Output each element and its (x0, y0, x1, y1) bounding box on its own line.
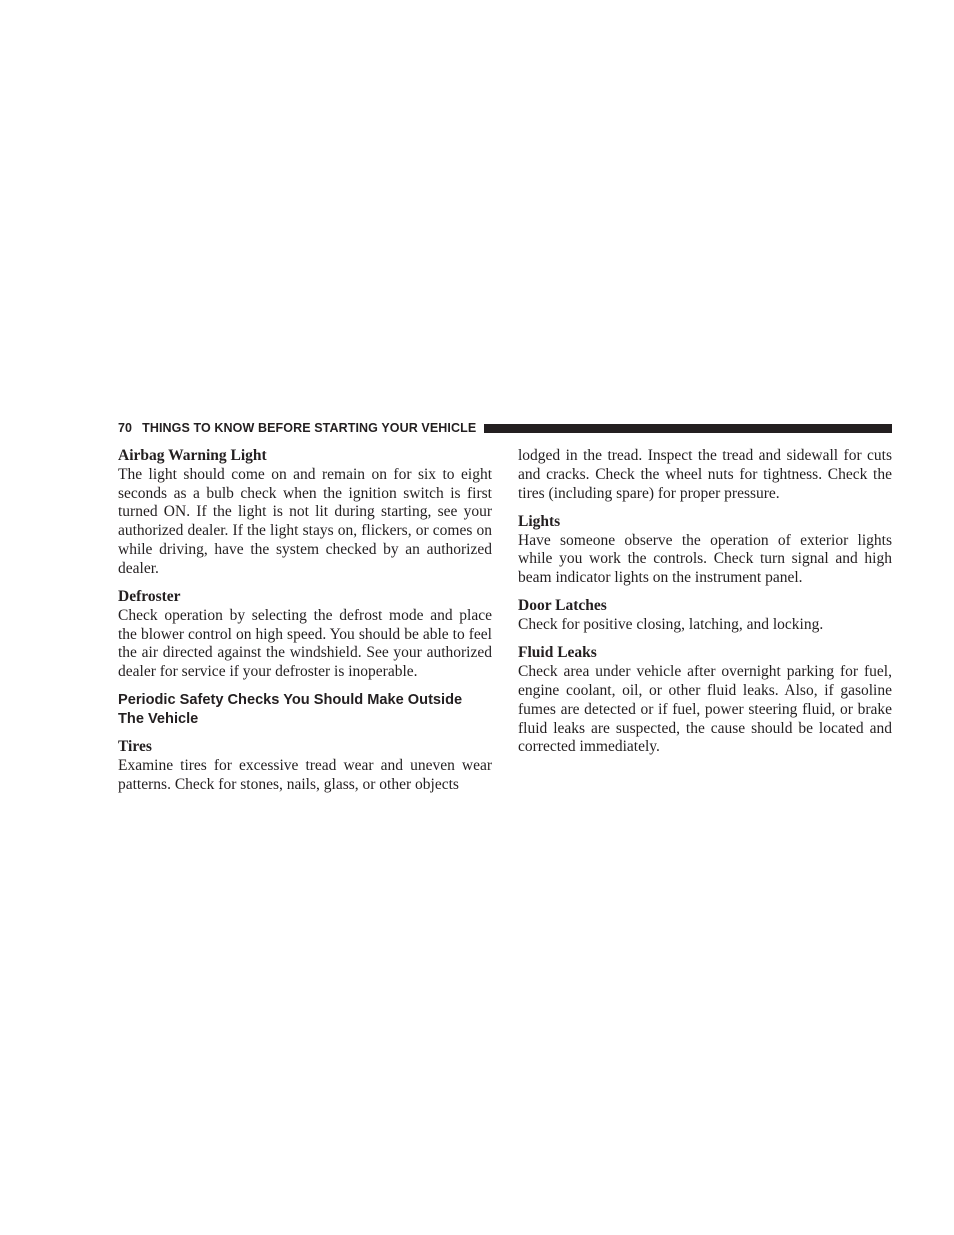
airbag-warning-light-heading: Airbag Warning Light (118, 447, 267, 464)
airbag-warning-light-text: The light should come on and remain on for six to eight seconds as a bulb check when the ignition switch is first turned ON. If the light is not lit during starting, see your authorized dealer. If the light stays on, flickers, or comes on while driving, have the system checked by an authorized dealer. (118, 465, 492, 577)
running-section-title: THINGS TO KNOW BEFORE STARTING YOUR VEHICLE (142, 421, 477, 435)
right-column (518, 447, 892, 767)
page-number: 70 (118, 421, 133, 435)
periodic-safety-checks-heading: Periodic Safety Checks You Should Make Outside The Vehicle (118, 692, 463, 728)
lights-heading: Lights (518, 512, 561, 530)
door-latches-text: Check for positive closing, latching, and locking. (518, 616, 824, 634)
fluid-leaks-text: Check area under vehicle after overnight parking for fuel, engine coolant, oil, or other fluid leaks. Also, if gasoline fumes are detected or if fuel, power steering fluid, or brake fluid leaks are suspected, the cause should be located and corrected immediately. (518, 663, 892, 756)
page-header (118, 419, 892, 437)
defroster-heading: Defroster (118, 587, 181, 605)
tires-text-continued: lodged in the tread. Inspect the tread and sidewall for cuts and cracks. Check the wheel nuts for tightness. Check the tires (including spare) for proper pressure. (518, 447, 892, 502)
defroster-text: Check operation by selecting the defrost mode and place the blower control on high speed. You should be able to feel the air directed against the windshield. See your authorized dealer for service if your defroster is inoperable. (118, 606, 492, 681)
left-column (118, 447, 492, 804)
door-latches-heading: Door Latches (518, 597, 607, 615)
lights-text: Have someone observe the operation of exterior lights while you work the controls. Check turn signal and high beam indicator lights on the instrument panel. (518, 531, 892, 587)
tires-heading: Tires (118, 738, 152, 756)
header-rule (484, 424, 892, 433)
fluid-leaks-heading: Fluid Leaks (518, 644, 597, 662)
tires-text: Examine tires for excessive tread wear and uneven wear patterns. Check for stones, nails, glass, or other objects (118, 757, 492, 793)
